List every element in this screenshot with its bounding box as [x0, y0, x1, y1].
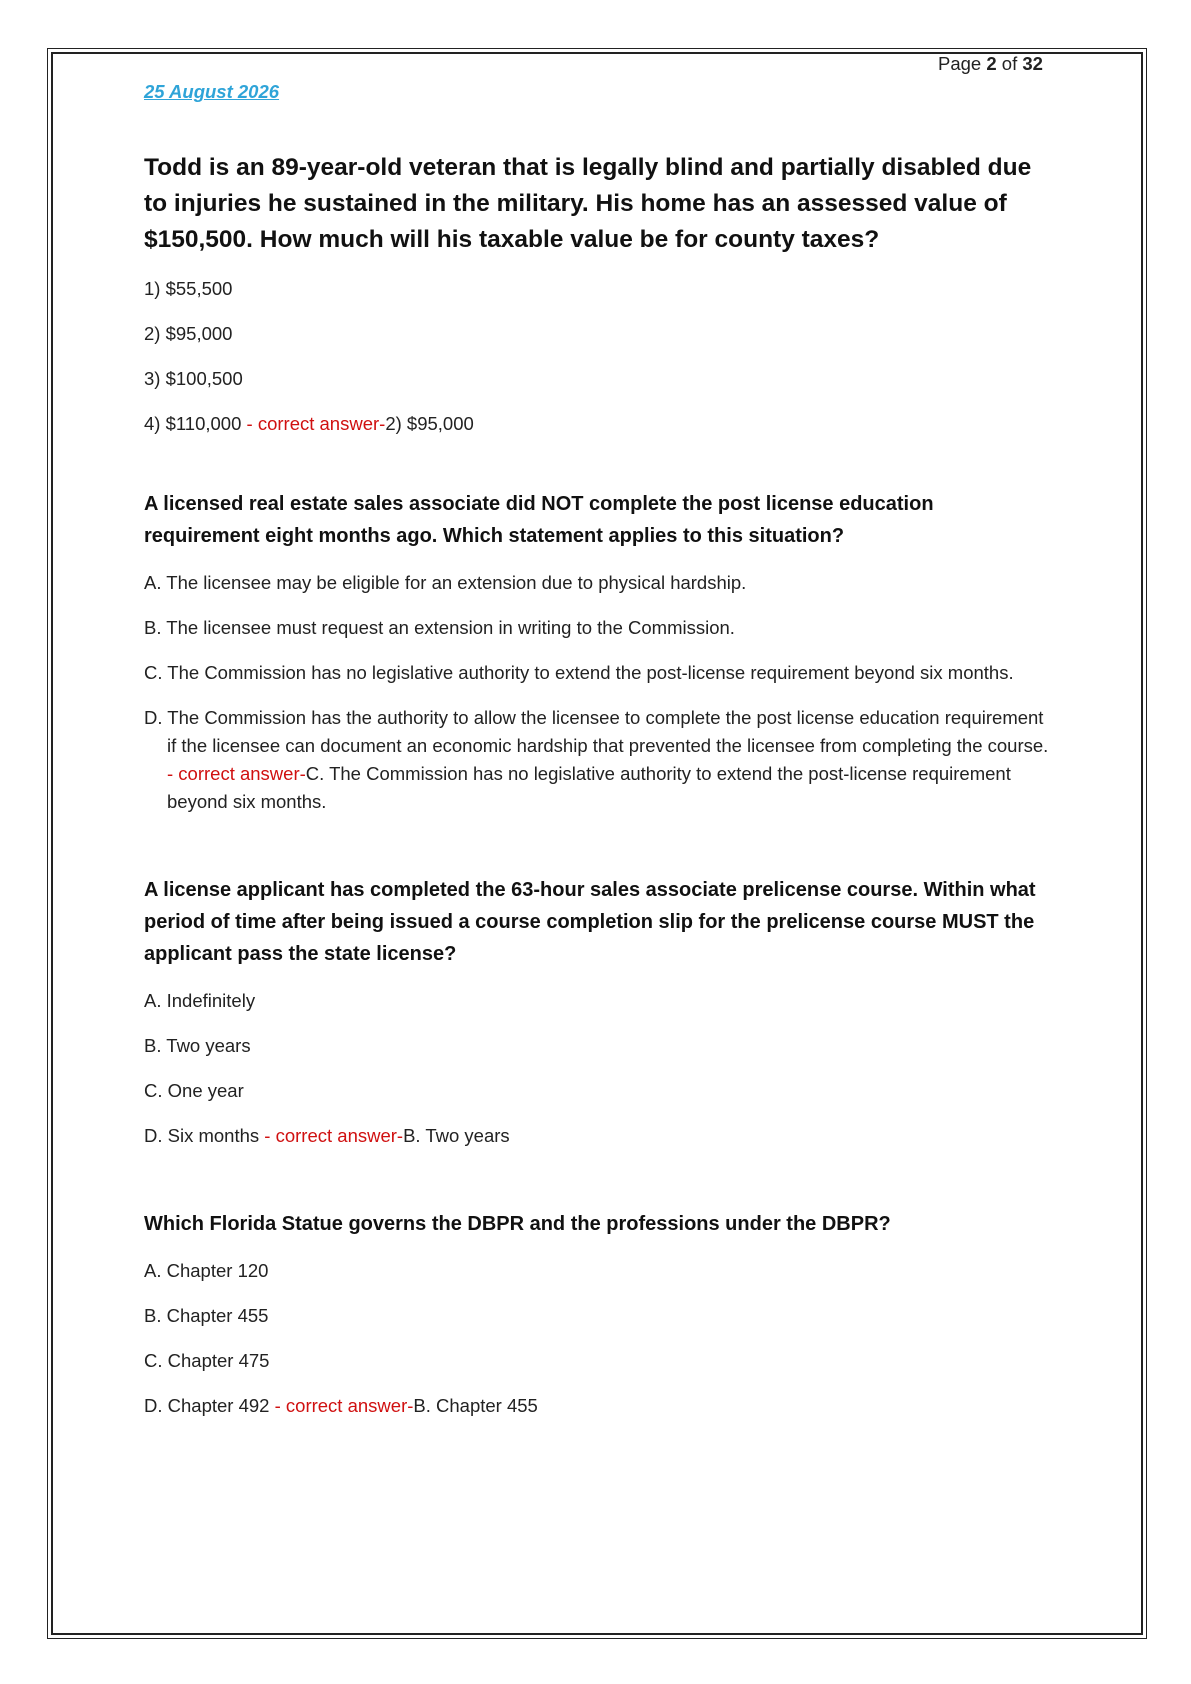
answer-options [144, 275, 1054, 438]
correct-answer-marker: - correct answer- [241, 413, 386, 434]
question-text: A licensed real estate sales associate did NOT complete the post license education requirement eight months ago. Which statement applies to this situation? [144, 493, 934, 547]
option-with-answer [144, 1392, 1054, 1420]
option: 3) $100,500 [144, 368, 243, 389]
correct-answer-text: 2) $95,000 [385, 413, 474, 434]
option: C. Chapter 475 [144, 1350, 270, 1371]
page-total: 32 [1022, 53, 1043, 74]
question-text: Todd is an 89-year-old veteran that is legally blind and partially disabled due to injuries he sustained in the military. His home has an assessed value of $150,500. How much will his taxable value be for county taxes? [144, 154, 1032, 253]
option-with-answer [144, 704, 1054, 816]
option-text: 4) $110,000 [144, 413, 242, 434]
question-block-3 [144, 874, 1054, 1150]
option: C. The Commission has no legislative authority to extend the post-license requirement beyond six months. [144, 662, 1014, 683]
option-with-answer [144, 410, 1054, 438]
correct-answer-marker: - correct answer- [269, 1395, 414, 1416]
option-text: D. Chapter 492 [144, 1395, 270, 1416]
page-label: Page [938, 53, 982, 74]
correct-answer-text: B. Two years [403, 1125, 510, 1146]
option: A. Indefinitely [144, 990, 256, 1011]
option: A. Chapter 120 [144, 1260, 269, 1281]
answer-options [144, 569, 1054, 816]
answer-options [144, 987, 1054, 1150]
option: A. The licensee may be eligible for an extension due to physical hardship. [144, 572, 747, 593]
option-text: D. The Commission has the authority to allow the licensee to complete the post license education requirement if the licensee can document an economic hardship that prevented the licensee from completing the course. [144, 707, 1049, 756]
question-list [144, 150, 1054, 1478]
correct-answer-marker: - correct answer- [259, 1125, 404, 1146]
document-date[interactable]: 25 August 2026 [144, 81, 280, 102]
option-with-answer [144, 1122, 1054, 1150]
question-block-4 [144, 1208, 1054, 1420]
question-block-1 [144, 150, 1054, 438]
correct-answer-text: C. The Commission has no legislative authority to extend the post-license requirement beyond six months. [167, 763, 1011, 812]
question-block-2 [144, 488, 1054, 816]
option-text: D. Six months [144, 1125, 260, 1146]
option: C. One year [144, 1080, 244, 1101]
option: B. The licensee must request an extension in writing to the Commission. [144, 617, 735, 638]
correct-answer-text: B. Chapter 455 [413, 1395, 538, 1416]
question-text: A license applicant has completed the 63-hour sales associate prelicense course. Within what period of time after being issued a course completion slip for the prelicense course MUST the applicant pass the state license? [144, 879, 1036, 965]
option: B. Chapter 455 [144, 1305, 269, 1326]
page-current: 2 [986, 53, 997, 74]
page-of: of [1001, 53, 1018, 74]
option: 2) $95,000 [144, 323, 233, 344]
question-text: Which Florida Statue governs the DBPR and the professions under the DBPR? [144, 1213, 891, 1235]
option: 1) $55,500 [144, 278, 233, 299]
page-number [938, 53, 1043, 75]
answer-options [144, 1257, 1054, 1420]
option: B. Two years [144, 1035, 251, 1056]
correct-answer-marker: - correct answer- [167, 763, 306, 784]
